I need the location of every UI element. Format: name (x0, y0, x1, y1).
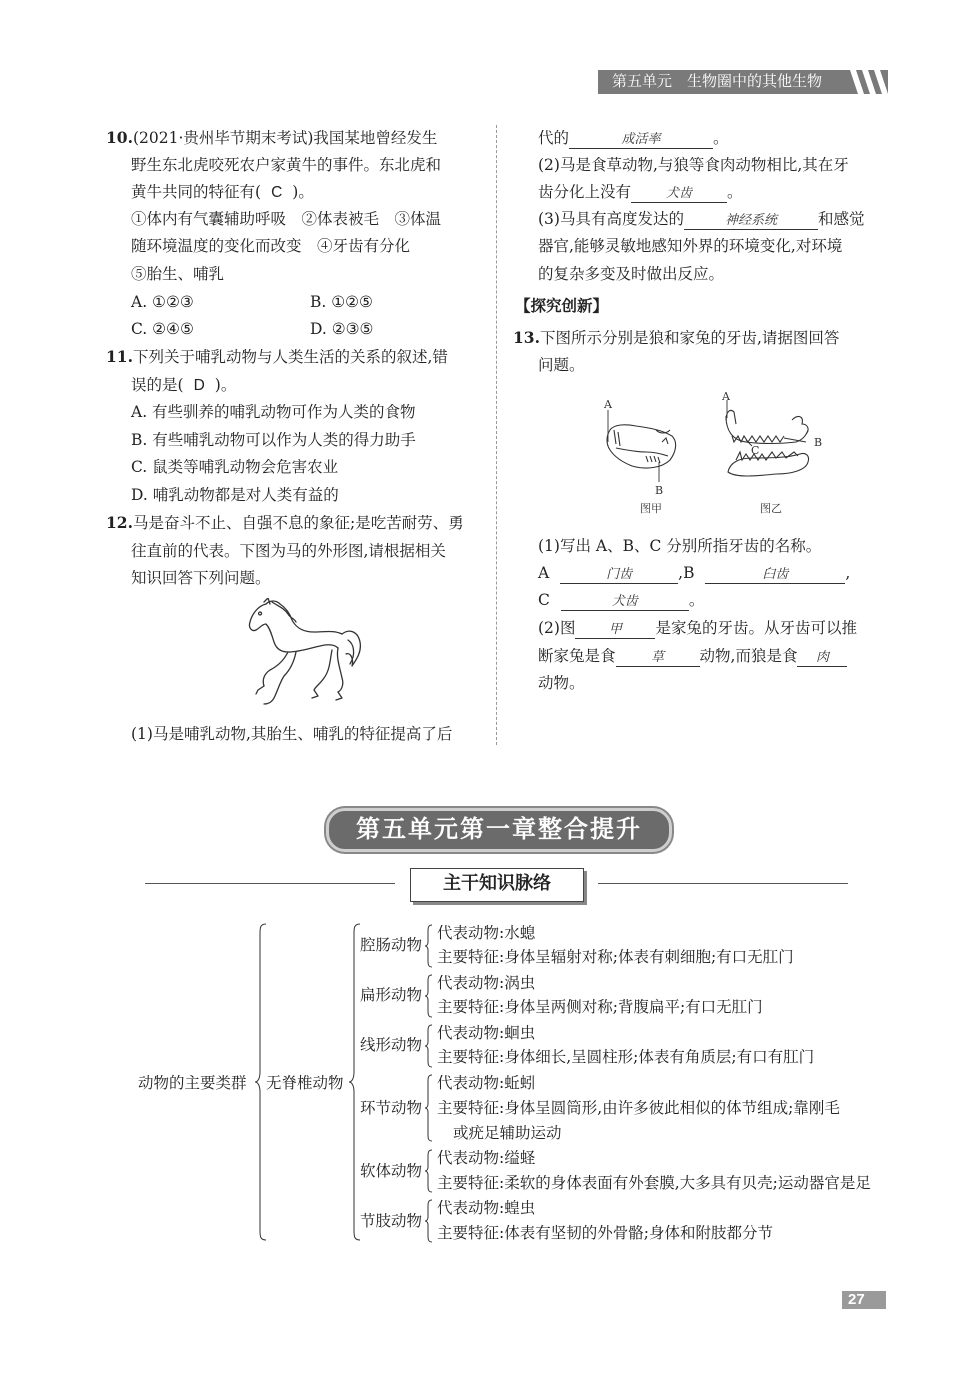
group-name: 腔肠动物 (360, 936, 423, 954)
q10-text3a: 黄牛共同的特征有( (131, 183, 262, 201)
q12-part3-line2: 器官,能够灵敏地感知外界的环境变化,对环境 (538, 237, 843, 255)
q13-answer-herb: 草 (616, 648, 700, 667)
q11-option-c: C. 鼠类等哺乳动物会危害农业 (131, 458, 339, 476)
group-feature: 主要特征:身体呈两侧对称;背腹扁平;有口无肛门 (437, 998, 763, 1016)
section-title: 【探究创新】 (515, 297, 609, 315)
q11-option-b: B. 有些哺乳动物可以作为人类的得力助手 (131, 431, 416, 449)
q11-option-a: A. 有些驯养的哺乳动物可作为人类的食物 (131, 403, 416, 421)
q10-option-c: C. ②④⑤ (131, 320, 194, 338)
group-brace (424, 1024, 434, 1068)
page-number: 27 (848, 1291, 865, 1308)
q12-p2-answer: 犬齿 (631, 184, 727, 203)
q12-text1: 马是奋斗不止、自强不息的象征;是吃苦耐劳、勇 (132, 514, 464, 532)
q12-p3-answer: 神经系统 (684, 211, 818, 230)
q10-option-a: A. ①②③ (131, 293, 194, 311)
rabbit-label-b: B (655, 484, 664, 497)
q13-answer-carn: 肉 (797, 648, 847, 667)
q12-part1-line1: (1)马是哺乳动物,其胎生、哺乳的特征提高了后 (131, 725, 453, 743)
group-feature: 主要特征:身体呈辐射对称;体表有刺细胞;有口无肛门 (437, 948, 794, 966)
q12-p1-text: 代的 (538, 129, 570, 147)
group-rep: 代表动物:蚯蚓 (437, 1074, 536, 1092)
group-name: 软体动物 (360, 1162, 423, 1180)
q12-line1 (106, 513, 464, 533)
divider-right (598, 883, 848, 884)
q13-sub1: (1)写出 A、B、C 分别所指牙齿的名称。 (538, 537, 822, 555)
header-title: 第五单元 生物圈中的其他生物 (612, 73, 823, 90)
teeth-figure (596, 390, 846, 520)
q13-text1: 下图所示分别是狼和家兔的牙齿,请据图回答 (539, 329, 840, 347)
q12-p3-text2: 和感觉 (817, 210, 865, 228)
chapter-banner-title: 第五单元第一章整合提升 (356, 815, 642, 843)
q11-text1: 下列关于哺乳动物与人类生活的关系的叙述,错 (132, 348, 448, 366)
horse-illustration (244, 598, 364, 710)
group-feature: 主要特征:身体细长,呈圆柱形;体表有角质层;有口有肛门 (437, 1048, 815, 1066)
branch-brace (348, 922, 362, 1242)
q12-part2-line2 (538, 182, 743, 203)
divider-left (145, 883, 395, 884)
q12-part3-line1 (538, 209, 864, 230)
q13-b-end: , (845, 564, 851, 582)
q10-option-d: D. ②③⑤ (310, 320, 374, 338)
group-brace (424, 1074, 434, 1142)
fig-label-yi: 图乙 (760, 502, 782, 515)
q10-answer: C (271, 184, 283, 201)
group-brace (424, 924, 434, 968)
q13-line2: 问题。 (538, 356, 585, 374)
q11-line1 (106, 347, 448, 367)
group-feature: 主要特征:柔软的身体表面有外套膜,大多具有贝壳;运动器官是足 (437, 1174, 871, 1192)
group-name: 环节动物 (360, 1099, 423, 1117)
tree-branch: 无脊椎动物 (266, 1074, 344, 1092)
group-rep: 代表动物:蝗虫 (437, 1199, 536, 1217)
q13-c-label: C (538, 591, 550, 609)
q10-line1 (106, 128, 437, 148)
q12-line3: 知识回答下列问题。 (131, 569, 271, 587)
q12-number: 12. (106, 513, 133, 532)
q13-answer-b: 臼齿 (705, 565, 845, 584)
q13-answer-c: 犬齿 (561, 592, 689, 611)
q11-text2a: 误的是( (131, 376, 184, 394)
q11-answer: D (193, 377, 205, 394)
q10-line6: ⑤胎生、哺乳 (131, 265, 225, 283)
q10-line2: 野生东北虎咬死农户家黄牛的事件。东北虎和 (131, 156, 442, 174)
q10-line5: 随环境温度的变化而改变 ④牙齿有分化 (131, 237, 411, 255)
q10-line3 (131, 182, 314, 203)
q10-option-b: B. ①②⑤ (310, 293, 373, 311)
group-rep: 代表动物:缢蛏 (437, 1149, 536, 1167)
q11-line2 (131, 375, 236, 396)
q13-number: 13. (513, 328, 540, 347)
q13-answer-jia: 甲 (575, 620, 655, 639)
q12-part2-line1: (2)马是食草动物,与狼等食肉动物相比,其在牙 (538, 156, 849, 174)
group-rep: 代表动物:蛔虫 (437, 1024, 536, 1042)
q11-option-d: D. 哺乳动物都是对人类有益的 (131, 486, 339, 504)
q13-a-label: A (538, 564, 550, 582)
q11-text2b: )。 (214, 376, 237, 394)
q11-number: 11. (106, 347, 133, 366)
column-divider (496, 125, 497, 745)
q13-answers-ab (538, 563, 850, 584)
q12-p1-answer: 成活率 (569, 130, 713, 149)
q13-b-label: ,B (678, 564, 695, 582)
q13-c-end: 。 (688, 591, 705, 609)
group-rep: 代表动物:水螅 (437, 924, 536, 942)
group-name: 扁形动物 (360, 986, 423, 1004)
q10-text1: (2021·贵州毕节期末考试)我国某地曾经发生 (132, 129, 438, 147)
q12-p2-text: 齿分化上没有 (538, 183, 632, 201)
q12-part1-line2 (538, 128, 729, 149)
q12-p2-end: 。 (727, 183, 743, 201)
q10-text3b: )。 (292, 183, 314, 201)
wolf-label-c: C (751, 444, 760, 457)
wolf-label-a: A (722, 390, 730, 403)
q13-s2-text4: 动物,而狼是食 (699, 647, 798, 665)
q10-line4: ①体内有气囊辅助呼吸 ②体表被毛 ③体温 (131, 210, 442, 228)
group-feature: 主要特征:体表有坚韧的外骨骼;身体和附肢都分节 (437, 1224, 773, 1242)
fig-label-jia: 图甲 (640, 502, 662, 515)
q12-p1-end: 。 (713, 129, 729, 147)
q13-sub2-line2 (538, 646, 847, 667)
tree-root: 动物的主要类群 (138, 1074, 247, 1092)
q10-number: 10. (106, 128, 133, 147)
q13-s2-text1: (2)图 (538, 619, 576, 637)
q12-line2: 往直前的代表。下图为马的外形图,请根据相关 (131, 542, 446, 560)
group-name: 节肢动物 (360, 1212, 423, 1230)
wolf-label-b: B (814, 436, 823, 449)
q13-line1 (513, 328, 839, 348)
rabbit-label-a: A (604, 398, 612, 411)
q12-p3-text: (3)马具有高度发达的 (538, 210, 684, 228)
group-brace (424, 1149, 434, 1193)
knowledge-title: 主干知识脉络 (443, 873, 551, 894)
q13-answer-a: 门齿 (560, 565, 678, 584)
group-name: 线形动物 (360, 1036, 423, 1054)
q13-answer-c-row (538, 590, 704, 611)
q13-s2-text2: 是家兔的牙齿。从牙齿可以推 (655, 619, 857, 637)
q13-s2-text3: 断家兔是食 (538, 647, 616, 665)
group-brace (424, 1199, 434, 1243)
group-brace (424, 974, 434, 1018)
group-rep: 代表动物:涡虫 (437, 974, 536, 992)
q13-sub2-line3: 动物。 (538, 674, 585, 692)
header-stripes-icon (848, 70, 890, 94)
group-feature-cont: 或疣足辅助运动 (453, 1124, 562, 1142)
q13-sub2-line1 (538, 618, 857, 639)
q12-part3-line3: 的复杂多变及时做出反应。 (538, 265, 725, 283)
group-feature: 主要特征:身体呈圆筒形,由许多彼此相似的体节组成;靠刚毛 (437, 1099, 840, 1117)
